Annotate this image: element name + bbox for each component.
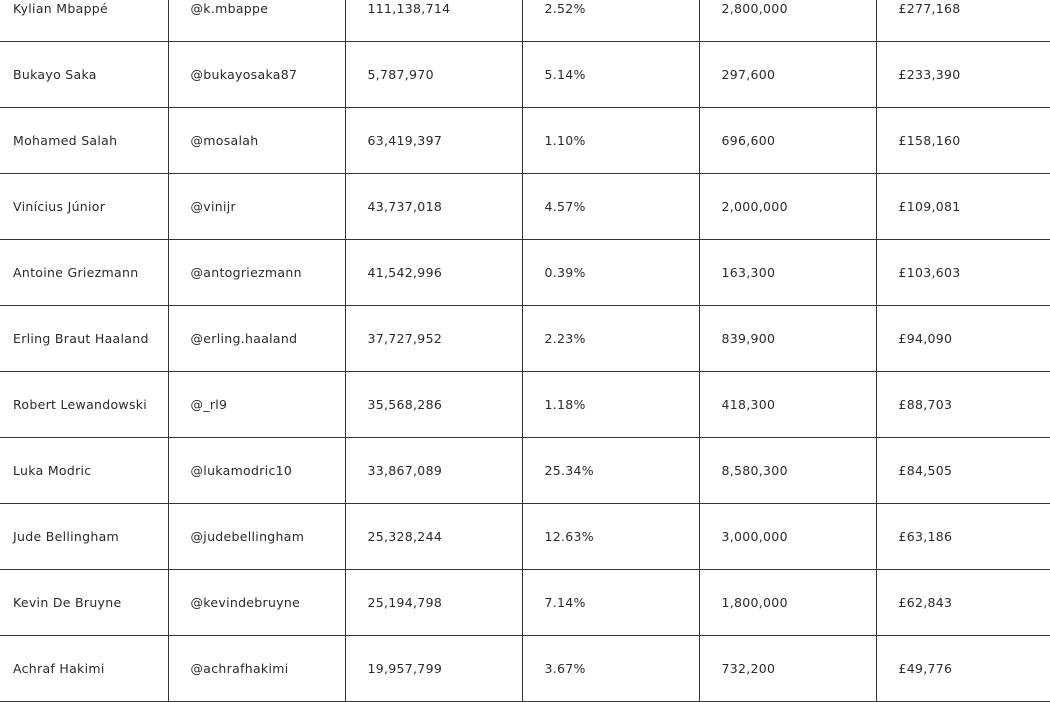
- player-name-cell: Kevin De Bruyne: [0, 570, 168, 636]
- post-value-cell: £62,843: [876, 570, 1050, 636]
- instagram-handle-cell: @_rl9: [168, 372, 345, 438]
- table-row: [0, 438, 1050, 504]
- table-row: [0, 372, 1050, 438]
- table-row: [0, 108, 1050, 174]
- followers-cell: 43,737,018: [345, 174, 522, 240]
- player-name-cell: Antoine Griezmann: [0, 240, 168, 306]
- post-value-cell: £84,505: [876, 438, 1050, 504]
- average-likes-cell: 2,800,000: [699, 0, 876, 42]
- followers-cell: 25,194,798: [345, 570, 522, 636]
- average-likes-cell: 8,580,300: [699, 438, 876, 504]
- engagement-rate-cell: 7.14%: [522, 570, 699, 636]
- post-value-cell: £277,168: [876, 0, 1050, 42]
- table-row: [0, 0, 1050, 42]
- followers-cell: 5,787,970: [345, 42, 522, 108]
- instagram-handle-cell: @achrafhakimi: [168, 636, 345, 702]
- engagement-rate-cell: 2.23%: [522, 306, 699, 372]
- post-value-cell: £63,186: [876, 504, 1050, 570]
- post-value-cell: £233,390: [876, 42, 1050, 108]
- table-row: [0, 570, 1050, 636]
- post-value-cell: £158,160: [876, 108, 1050, 174]
- engagement-rate-cell: 1.18%: [522, 372, 699, 438]
- player-name-cell: Achraf Hakimi: [0, 636, 168, 702]
- table-row: [0, 504, 1050, 570]
- instagram-handle-cell: @vinijr: [168, 174, 345, 240]
- average-likes-cell: 839,900: [699, 306, 876, 372]
- followers-cell: 25,328,244: [345, 504, 522, 570]
- instagram-handle-cell: @mosalah: [168, 108, 345, 174]
- table-row: [0, 42, 1050, 108]
- player-name-cell: Robert Lewandowski: [0, 372, 168, 438]
- average-likes-cell: 418,300: [699, 372, 876, 438]
- followers-cell: 63,419,397: [345, 108, 522, 174]
- followers-cell: 19,957,799: [345, 636, 522, 702]
- engagement-rate-cell: 25.34%: [522, 438, 699, 504]
- followers-cell: 33,867,089: [345, 438, 522, 504]
- table-row: [0, 174, 1050, 240]
- engagement-rate-cell: 1.10%: [522, 108, 699, 174]
- post-value-cell: £49,776: [876, 636, 1050, 702]
- player-name-cell: Jude Bellingham: [0, 504, 168, 570]
- player-name-cell: Erling Braut Haaland: [0, 306, 168, 372]
- average-likes-cell: 2,000,000: [699, 174, 876, 240]
- average-likes-cell: 732,200: [699, 636, 876, 702]
- followers-cell: 41,542,996: [345, 240, 522, 306]
- average-likes-cell: 696,600: [699, 108, 876, 174]
- followers-cell: 111,138,714: [345, 0, 522, 42]
- instagram-handle-cell: @judebellingham: [168, 504, 345, 570]
- engagement-rate-cell: 4.57%: [522, 174, 699, 240]
- engagement-rate-cell: 5.14%: [522, 42, 699, 108]
- followers-cell: 35,568,286: [345, 372, 522, 438]
- player-name-cell: Bukayo Saka: [0, 42, 168, 108]
- followers-cell: 37,727,952: [345, 306, 522, 372]
- post-value-cell: £103,603: [876, 240, 1050, 306]
- instagram-handle-cell: @bukayosaka87: [168, 42, 345, 108]
- instagram-handle-cell: @lukamodric10: [168, 438, 345, 504]
- instagram-handle-cell: @k.mbappe: [168, 0, 345, 42]
- player-name-cell: Vinícius Júnior: [0, 174, 168, 240]
- post-value-cell: £94,090: [876, 306, 1050, 372]
- player-name-cell: Kylian Mbappé: [0, 0, 168, 42]
- player-name-cell: Luka Modric: [0, 438, 168, 504]
- instagram-handle-cell: @antogriezmann: [168, 240, 345, 306]
- engagement-rate-cell: 12.63%: [522, 504, 699, 570]
- engagement-rate-cell: 0.39%: [522, 240, 699, 306]
- average-likes-cell: 163,300: [699, 240, 876, 306]
- player-name-cell: Mohamed Salah: [0, 108, 168, 174]
- post-value-cell: £109,081: [876, 174, 1050, 240]
- engagement-rate-cell: 2.52%: [522, 0, 699, 42]
- instagram-handle-cell: @erling.haaland: [168, 306, 345, 372]
- post-value-cell: £88,703: [876, 372, 1050, 438]
- average-likes-cell: 297,600: [699, 42, 876, 108]
- table-row: [0, 240, 1050, 306]
- table-row: [0, 306, 1050, 372]
- average-likes-cell: 1,800,000: [699, 570, 876, 636]
- average-likes-cell: 3,000,000: [699, 504, 876, 570]
- engagement-rate-cell: 3.67%: [522, 636, 699, 702]
- table-row: [0, 636, 1050, 702]
- instagram-handle-cell: @kevindebruyne: [168, 570, 345, 636]
